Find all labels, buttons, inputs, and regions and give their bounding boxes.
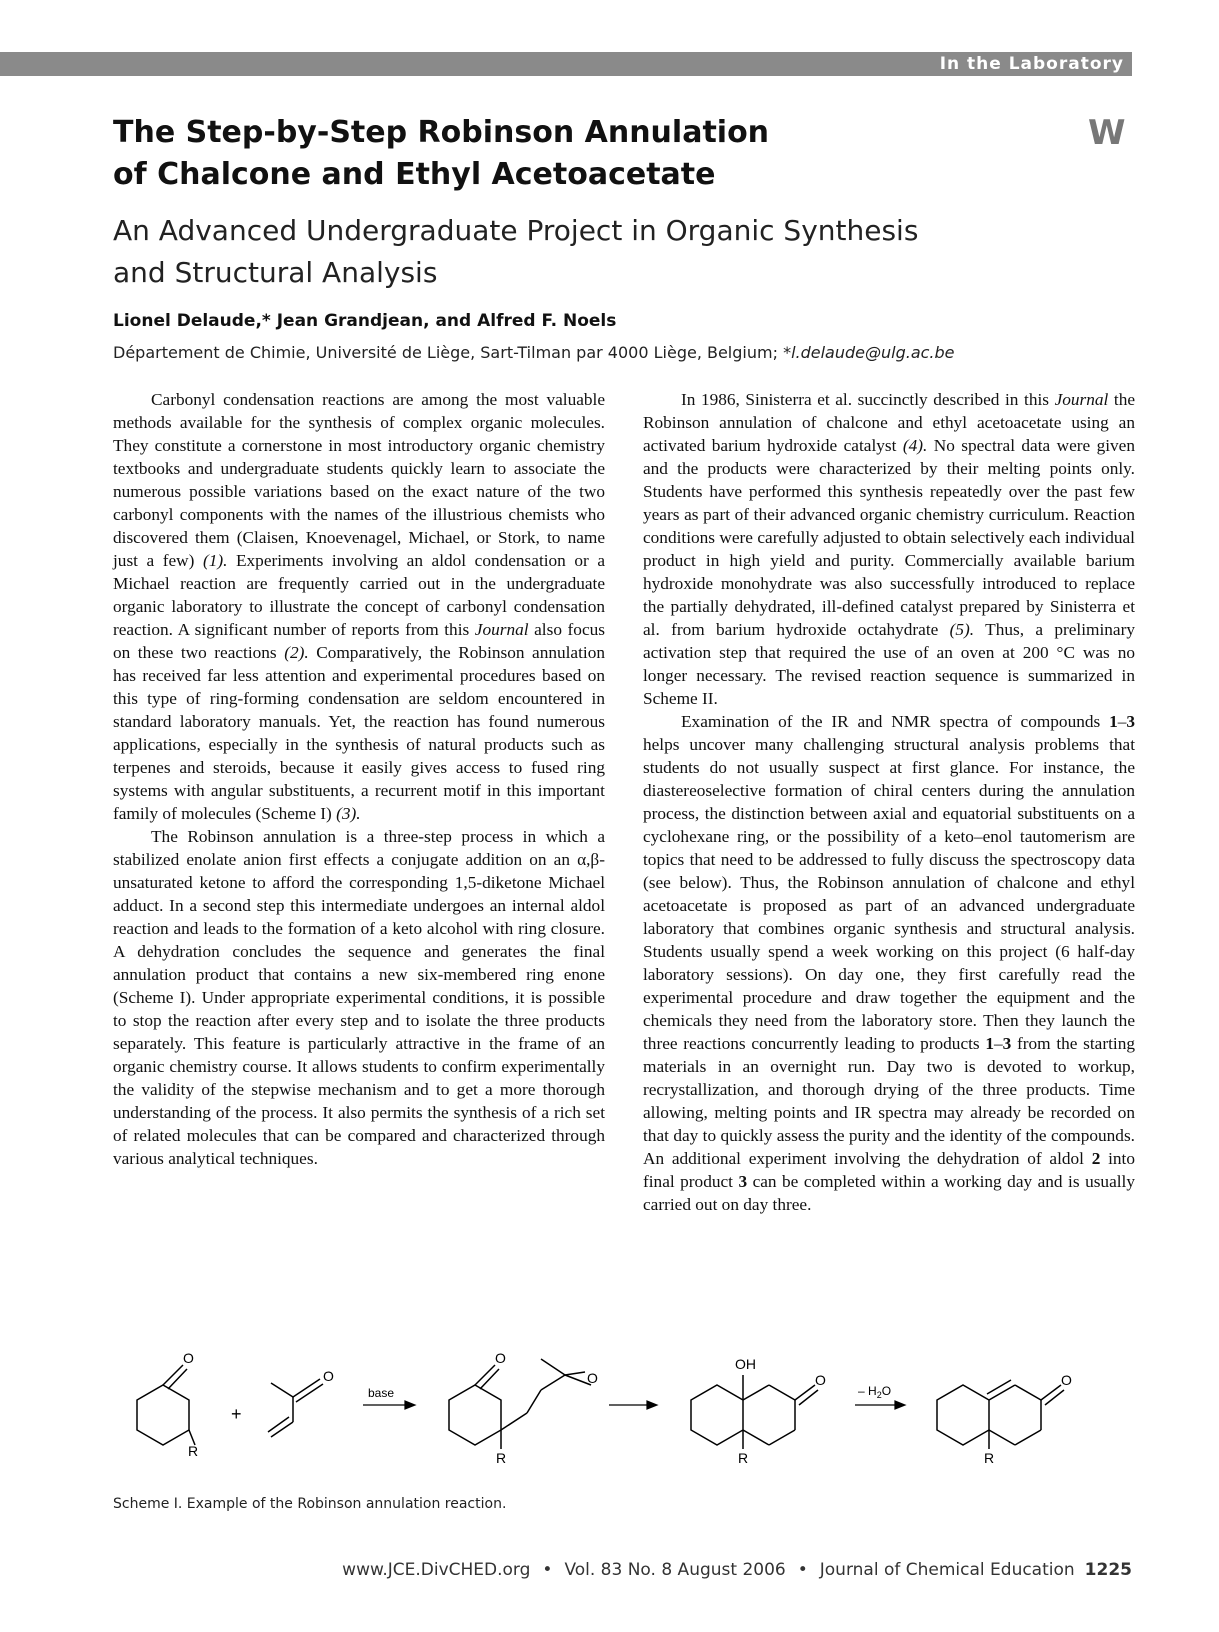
r-group-label: R bbox=[188, 1443, 199, 1459]
text-run: from the starting materials in an overnight run. Day two is devoted to workup, recrystallization, and thorough drying of the three products. Time allowing, melting points and IR spectra may already be recorded on that day to quickly assess the purity and the identity of the compounds. An additional experiment involving the dehydration of aldol bbox=[643, 1034, 1135, 1168]
article-title bbox=[113, 112, 913, 196]
scheme-robinson-annulation bbox=[113, 1345, 1123, 1465]
text-run: No spectral data were given and the products were characterized by their melting points only. Students have performed this synthesis repeatedly over the past few years as part of their advanced organic chemistry curriculum. Reaction conditions were carefully adjusted to obtain selectively each individual product in high yield and purity. Commercially available barium hydroxide monohydrate was also successfully introduced to replace the partially dehydrated, ill-defined catalyst prepared by Sinisterra et al. from barium hydroxide octahydrate bbox=[643, 436, 1135, 639]
citation-ref: (3). bbox=[336, 804, 361, 823]
paragraph-intro bbox=[113, 388, 605, 825]
section-header-band bbox=[0, 52, 1132, 76]
citation-ref: (1). bbox=[202, 551, 228, 570]
r-group-label: R bbox=[738, 1450, 749, 1465]
molecule-cyclohexanone bbox=[137, 1365, 195, 1445]
footer-website[interactable]: www.JCE.DivCHED.org bbox=[342, 1560, 531, 1580]
compound-ref: 1 bbox=[985, 1034, 995, 1053]
email-link[interactable]: *l.delaude@ulg.ac.be bbox=[783, 343, 955, 362]
reagent-base-label: base bbox=[368, 1386, 395, 1400]
compound-ref: 2 bbox=[1091, 1149, 1101, 1168]
r-group-label: R bbox=[496, 1450, 507, 1465]
text-run: Examination of the IR and NMR spectra of compounds bbox=[681, 712, 1110, 731]
affiliation bbox=[113, 343, 955, 362]
footer-journal: Journal of Chemical Education bbox=[819, 1560, 1075, 1580]
paragraph-sinisterra bbox=[643, 388, 1135, 710]
molecule-methyl-vinyl-ketone bbox=[268, 1379, 323, 1437]
compound-ref: 3 bbox=[1002, 1034, 1012, 1053]
molecule-michael-adduct bbox=[449, 1353, 591, 1449]
text-run: Carbonyl condensation reactions are among the most valuable methods available for the synthesis of complex organic molecules. They constitute a cornerstone in most introductory organic chemistry textbooks and undergraduate students quickly learn to associate the numerous possible variations based on the exact nature of the two carbonyl components with the names of the illustrious chemists who discovered them (Claisen, Knoevenagel, Michael, or Stork, to name just a few) bbox=[113, 390, 605, 570]
separator: • bbox=[542, 1560, 553, 1580]
journal-ref: Journal bbox=[474, 620, 529, 639]
hydroxyl-label: OH bbox=[735, 1356, 756, 1372]
title-line-1: The Step-by-Step Robinson Annulation bbox=[113, 115, 770, 150]
paragraph-robinson: The Robinson annulation is a three-step process in which a stabilized enolate anion first effects a conjugate addition on an α,β-unsaturated ketone to afford the corresponding 1,5-diketone Michael adduct. In a second step this intermediate undergoes an internal aldol reaction and leads to the formation of a keto alcohol with ring closure. A dehydration concludes the sequence and generates the final annulation product that contains a new six-membered ring enone (Scheme I). Under appropriate experimental conditions, it is possible to stop the reaction after every step and to isolate the three products separately. This feature is particularly attractive in the frame of an organic chemistry course. It allows students to confirm experimentally the validity of the stepwise mechanism and to get a more thorough understanding of the process. It also permits the synthesis of a rich set of related molecules that can be compared and characterized through various analytical techniques. bbox=[113, 827, 605, 1168]
separator: • bbox=[797, 1560, 808, 1580]
subtitle-line-2: and Structural Analysis bbox=[113, 256, 438, 289]
subtitle-line-1: An Advanced Undergraduate Project in Organic Synthesis bbox=[113, 214, 919, 247]
compound-ref: 1 bbox=[1109, 712, 1118, 731]
text-run: helps uncover many challenging structural analysis problems that students do not usually suspect at first glance. For instance, the diastereoselective formation of chiral centers during the annulation process, the distinction between axial and equatorial substituents on a cyclohexane ring, or the possibility of a keto–enol tautomerism are topics that need to be addressed to fully discuss the spectroscopy data (see below). Thus, the Robinson annulation of chalcone and ethyl acetoacetate is proposed as part of an advanced undergraduate laboratory that combines organic synthesis and structural analysis. Students usually spend a week working on this project (6 half-day laboratory sessions). On day one, they first carefully read the experimental procedure and draw together the equipment and the chemicals they need from the laboratory store. Then they launch the three reactions concurrently leading to products bbox=[643, 735, 1135, 1053]
text-run: – bbox=[1117, 712, 1127, 731]
oxygen-label: O bbox=[323, 1368, 334, 1384]
citation-ref: (5). bbox=[949, 620, 975, 639]
web-material-icon: W bbox=[1088, 113, 1126, 153]
plus-sign: + bbox=[231, 1404, 242, 1424]
authors: Lionel Delaude,* Jean Grandjean, and Alfred F. Noels bbox=[113, 311, 617, 331]
section-label: In the Laboratory bbox=[939, 54, 1124, 74]
text-run: Thus, a preliminary activation step that required the use of an oven at 200 °C was no longer necessary. The revised reaction sequence is summarized in Scheme II. bbox=[643, 620, 1135, 708]
citation-ref: (4). bbox=[902, 436, 928, 455]
oxygen-label: O bbox=[1061, 1372, 1072, 1388]
affiliation-text: Département de Chimie, Université de Liège, Sart-Tilman par 4000 Liège, Belgium; bbox=[113, 343, 784, 362]
oxygen-label: O bbox=[495, 1350, 506, 1366]
compound-ref: 3 bbox=[1126, 712, 1135, 731]
journal-ref: Journal bbox=[1054, 390, 1109, 409]
text-run: into final product bbox=[643, 1149, 1135, 1191]
reagent-water-label: – $H_2O$ bbox=[858, 1384, 892, 1400]
text-run: – bbox=[994, 1034, 1003, 1053]
text-run: also focus on these two reactions bbox=[113, 620, 605, 662]
oxygen-label: O bbox=[587, 1370, 598, 1386]
scheme-caption: Scheme I. Example of the Robinson annulation reaction. bbox=[113, 1496, 507, 1512]
page-footer bbox=[342, 1560, 1132, 1580]
left-column bbox=[113, 388, 605, 1170]
arrow-aldol bbox=[609, 1401, 657, 1409]
article-subtitle bbox=[113, 210, 963, 294]
text-run: Comparatively, the Robinson annulation has received far less attention and experimental procedures based on this type of ring-forming condensation are seldom encountered in standard laboratory manuals. Yet, the reaction has found numerous applications, especially in the synthesis of natural products such as terpenes and steroids, because it easily gives access to fused ring systems with angular substituents, a recurrent motif in this important family of molecules (Scheme I) bbox=[113, 643, 605, 823]
molecule-keto-alcohol bbox=[691, 1370, 818, 1449]
oxygen-label: O bbox=[183, 1350, 194, 1366]
text-run: the Robinson annulation of chalcone and ethyl acetoacetate using an activated barium hydroxide catalyst bbox=[643, 390, 1136, 455]
r-group-label: R bbox=[984, 1450, 995, 1465]
page-number: 1225 bbox=[1084, 1560, 1132, 1580]
text-run: can be completed within a working day and is usually carried out on day three. bbox=[643, 1172, 1135, 1214]
arrow-base bbox=[363, 1401, 415, 1409]
arrow-dehydration bbox=[855, 1401, 905, 1409]
right-column bbox=[643, 388, 1135, 1216]
title-line-2: of Chalcone and Ethyl Acetoacetate bbox=[113, 157, 716, 192]
footer-volume: Vol. 83 No. 8 August 2006 bbox=[564, 1560, 786, 1580]
text-run: Experiments involving an aldol condensation or a Michael reaction are frequently carried out in the undergraduate organic laboratory to illustrate the concept of carbonyl condensation reaction. A significant number of reports from this bbox=[113, 551, 605, 639]
compound-ref: 3 bbox=[738, 1172, 748, 1191]
text-run: In 1986, Sinisterra et al. succinctly described in this bbox=[681, 390, 1055, 409]
oxygen-label: O bbox=[815, 1372, 826, 1388]
citation-ref: (2). bbox=[284, 643, 309, 662]
molecule-enone bbox=[937, 1380, 1064, 1449]
paragraph-examination bbox=[643, 710, 1135, 1216]
